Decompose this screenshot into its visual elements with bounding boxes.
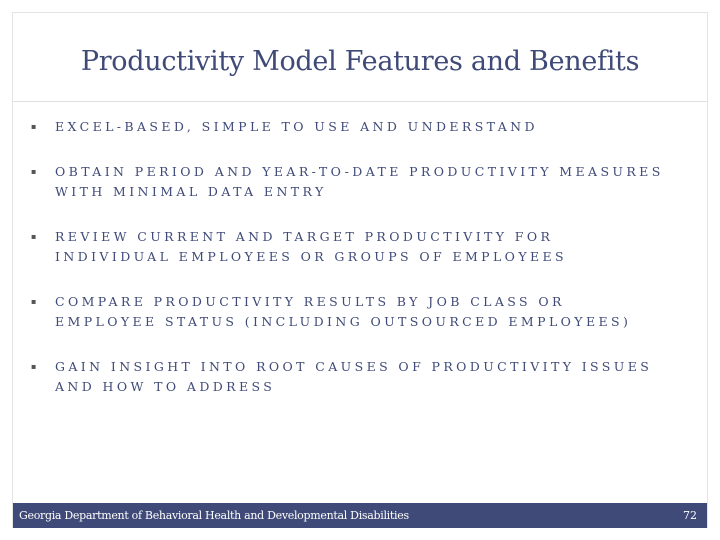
footer-organization: Georgia Department of Behavioral Health and Developmental Disabilities (19, 509, 409, 522)
bullet-item (29, 162, 669, 202)
title-area (13, 13, 707, 101)
slide-title: Productivity Model Features and Benefits (80, 45, 640, 77)
bullet-text: GAIN INSIGHT INTO ROOT CAUSES OF PRODUCTIVITY ISSUES AND HOW TO ADDRESS (55, 359, 653, 394)
bullet-marker-icon: ▪ (31, 232, 37, 241)
bullet-text: OBTAIN PERIOD AND YEAR-TO-DATE PRODUCTIVITY MEASURES WITH MINIMAL DATA ENTRY (55, 164, 664, 199)
slide (12, 12, 708, 528)
title-divider (13, 101, 707, 102)
bullet-marker-icon: ▪ (31, 122, 37, 131)
bullet-item (29, 292, 669, 332)
bullet-text: COMPARE PRODUCTIVITY RESULTS BY JOB CLASS OR EMPLOYEE STATUS (INCLUDING OUTSOURCED EMPLOYEES) (55, 294, 632, 329)
page-number: 72 (683, 509, 697, 522)
bullet-list (29, 117, 669, 422)
bullet-item (29, 357, 669, 397)
bullet-marker-icon: ▪ (31, 167, 37, 176)
bullet-marker-icon: ▪ (31, 297, 37, 306)
footer-bar (13, 503, 707, 528)
bullet-text: REVIEW CURRENT AND TARGET PRODUCTIVITY FOR INDIVIDUAL EMPLOYEES OR GROUPS OF EMPLOYEES (55, 229, 567, 264)
bullet-item (29, 227, 669, 267)
bullet-marker-icon: ▪ (31, 362, 37, 371)
bullet-text: EXCEL-BASED, SIMPLE TO USE AND UNDERSTAND (55, 119, 538, 134)
bullet-item (29, 117, 669, 137)
